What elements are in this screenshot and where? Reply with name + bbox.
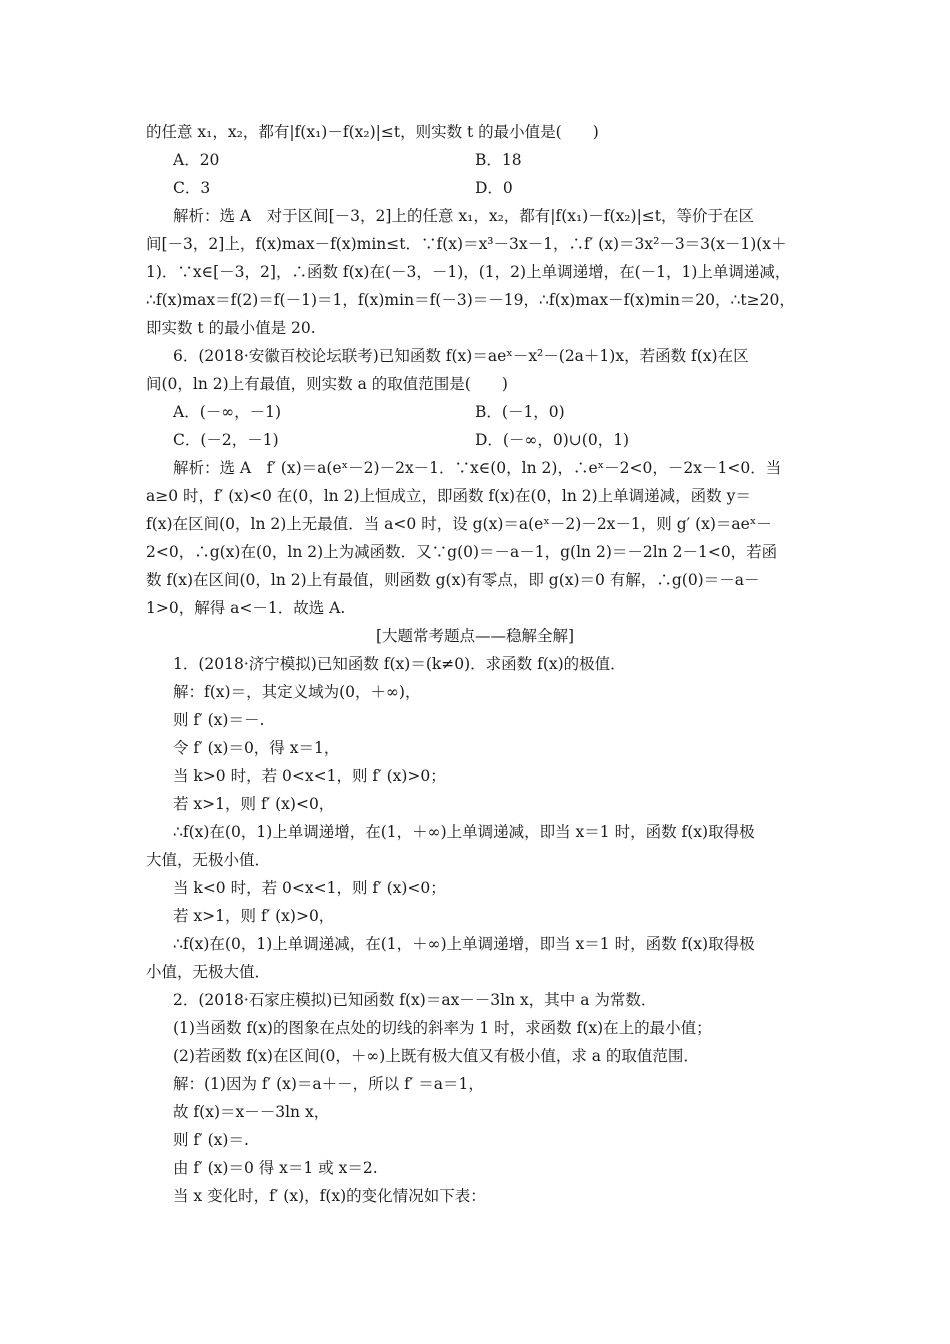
- solution-line: 则 f′ (x)＝－.: [173, 711, 265, 729]
- section-heading: [大题常考题点——稳解全解]: [375, 627, 575, 645]
- solution-line: 大值，无极小值．: [146, 851, 271, 869]
- option-b: B．18: [475, 151, 522, 169]
- option-c: C．(－2，－1): [173, 431, 279, 449]
- solution-line: 解：f(x)＝，其定义域为(0，＋∞)，: [173, 683, 421, 701]
- solution-line: ∴f(x)在(0，1)上单调递减，在(1，＋∞)上单调递增，即当 x＝1 时，函数 f(x)取得极: [173, 935, 755, 953]
- option-d: D．(－∞，0)∪(0，1): [475, 431, 630, 449]
- solution-line: ∴f(x)在(0，1)上单调递增，在(1，＋∞)上单调递减，即当 x＝1 时，函数 f(x)取得极: [173, 823, 755, 841]
- option-a: A．(－∞，－1): [173, 403, 282, 421]
- solution-line: 解析：选 A f′ (x)＝a(eˣ－2)－2x－1．∵x∈(0，ln 2)，∴eˣ－2<0，－2x－1<0．当: [173, 459, 782, 477]
- problem-1-stem: 1．(2018·济宁模拟)已知函数 f(x)＝(k≠0)．求函数 f(x)的极值．: [173, 655, 626, 673]
- question-6-stem: 间(0，ln 2)上有最值，则实数 a 的取值范围是( ): [146, 375, 508, 393]
- solution-line: 当 k>0 时，若 0<x<1，则 f′ (x)>0；: [173, 767, 446, 785]
- option-b: B．(－1，0): [475, 403, 565, 421]
- solution-line: 2<0，∴g(x)在(0，ln 2)上为减函数．又∵g(0)＝－a－1，g(ln 2)＝－2ln 2－1<0，若函: [146, 543, 778, 561]
- solution-line: 令 f′ (x)＝0，得 x＝1，: [173, 739, 340, 757]
- solution-line: 解析：选 A 对于区间[－3，2]上的任意 x₁，x₂，都有|f(x₁)－f(x₂)|≤t，等价于在区: [173, 207, 755, 225]
- question-6-stem: 6．(2018·安徽百校论坛联考)已知函数 f(x)＝aeˣ－x²－(2a＋1)x，若函数 f(x)在区: [173, 347, 749, 365]
- solution-line: 1)．∵x∈[－3，2]，∴函数 f(x)在(－3，－1)，(1，2)上单调递增，在(－1，1)上单调递减，: [146, 263, 791, 281]
- solution-line: 数 f(x)在区间(0，ln 2)上有最值，则函数 g(x)有零点，即 g(x)＝0 有解，∴g(0)＝－a－: [146, 571, 760, 589]
- solution-line: f(x)在区间(0，ln 2)上无最值．当 a<0 时，设 g(x)＝a(eˣ－2)－2x－1，则 g′ (x)＝aeˣ－: [146, 515, 772, 533]
- question-5-stem-end: 的任意 x₁，x₂，都有|f(x₁)－f(x₂)|≤t，则实数 t 的最小值是( ): [146, 123, 599, 141]
- solution-line: 间[－3，2]上，f(x)max－f(x)min≤t．∵f(x)＝x³－3x－1，∴f′ (x)＝3x²－3＝3(x－1)(x＋: [146, 235, 787, 253]
- solution-line: 当 k<0 时，若 0<x<1，则 f′ (x)<0；: [173, 879, 446, 897]
- problem-2-part-1: (1)当函数 f(x)的图象在点处的切线的斜率为 1 时，求函数 f(x)在上的最小值；: [173, 1019, 712, 1037]
- solution-line: 解：(1)因为 f′ (x)＝a＋－，所以 f′ ＝a＝1，: [173, 1075, 484, 1093]
- problem-2-part-2: (2)若函数 f(x)在区间(0，＋∞)上既有极大值又有极小值，求 a 的取值范围．: [173, 1047, 699, 1065]
- option-a: A．20: [173, 151, 220, 169]
- solution-line: a≥0 时，f′ (x)<0 在(0，ln 2)上恒成立，即函数 f(x)在(0，ln 2)上单调递减，函数 y＝: [146, 487, 751, 505]
- solution-line: ∴f(x)max＝f(2)＝f(－1)＝1，f(x)min＝f(－3)＝－19，∴f(x)max－f(x)min＝20，∴t≥20，: [146, 291, 795, 309]
- option-d: D．0: [475, 179, 513, 197]
- solution-line: 故 f(x)＝x－－3ln x，: [173, 1103, 330, 1121]
- solution-line: 当 x 变化时，f′ (x)，f(x)的变化情况如下表：: [173, 1187, 486, 1205]
- option-c: C．3: [173, 179, 211, 197]
- solution-line: 小值，无极大值．: [146, 963, 271, 981]
- solution-line: 则 f′ (x)＝.: [173, 1131, 249, 1149]
- solution-line: 由 f′ (x)＝0 得 x＝1 或 x＝2.: [173, 1159, 378, 1177]
- solution-line: 若 x>1，则 f′ (x)<0，: [173, 795, 335, 813]
- problem-2-stem: 2．(2018·石家庄模拟)已知函数 f(x)＝ax－－3ln x，其中 a 为常数．: [173, 991, 657, 1009]
- solution-line: 若 x>1，则 f′ (x)>0，: [173, 907, 335, 925]
- solution-line: 1>0，解得 a<－1．故选 A.: [146, 599, 346, 617]
- solution-line: 即实数 t 的最小值是 20.: [146, 319, 316, 337]
